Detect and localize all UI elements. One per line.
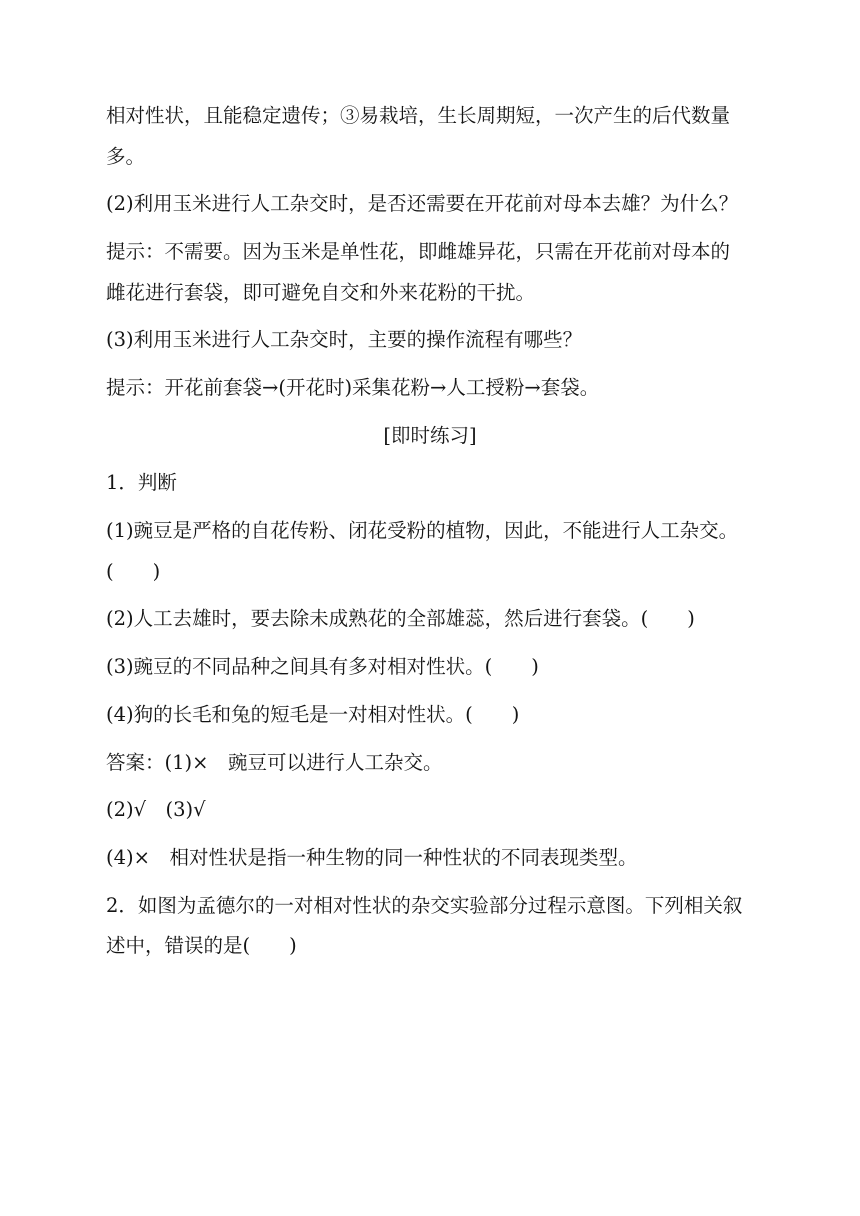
answer-line: 答案：(1)× 豌豆可以进行人工杂交。 xyxy=(106,751,443,774)
text-line: (2)人工去雄时，要去除未成熟花的全部雄蕊，然后进行套袋。( ) xyxy=(106,607,695,630)
text-line: 述中，错误的是( ) xyxy=(106,934,297,957)
section-heading: [即时练习] xyxy=(383,424,477,447)
text-line: 提示：开花前套袋→(开花时)采集花粉→人工授粉→套袋。 xyxy=(106,376,600,399)
text-line: (3)豌豆的不同品种之间具有多对相对性状。( ) xyxy=(106,655,539,678)
text-line: 雌花进行套袋，即可避免自交和外来花粉的干扰。 xyxy=(106,281,536,304)
text-line: (1)豌豆是严格的自花传粉、闭花受粉的植物，因此，不能进行人工杂交。 xyxy=(106,519,739,542)
question-title: 1．判断 xyxy=(106,471,177,494)
text-line: 提示：不需要。因为玉米是单性花，即雌雄异花，只需在开花前对母本的 xyxy=(106,240,731,263)
answer-blank: ( ) xyxy=(106,560,161,583)
answer-line: (2)√ (3)√ xyxy=(106,798,206,821)
text-line: 多。 xyxy=(106,145,146,168)
text-line: (4)狗的长毛和兔的短毛是一对相对性状。( ) xyxy=(106,703,520,726)
text-line: (3)利用玉米进行人工杂交时，主要的操作流程有哪些？ xyxy=(106,328,583,351)
text-line: (2)利用玉米进行人工杂交时，是否还需要在开花前对母本去雄？为什么？ xyxy=(106,192,739,215)
answer-line: (4)× 相对性状是指一种生物的同一种性状的不同表现类型。 xyxy=(106,846,638,869)
text-line: 相对性状，且能稳定遗传；③易栽培，生长周期短，一次产生的后代数量 xyxy=(106,104,731,127)
question-title: 2．如图为孟德尔的一对相对性状的杂交实验部分过程示意图。下列相关叙 xyxy=(106,894,743,917)
